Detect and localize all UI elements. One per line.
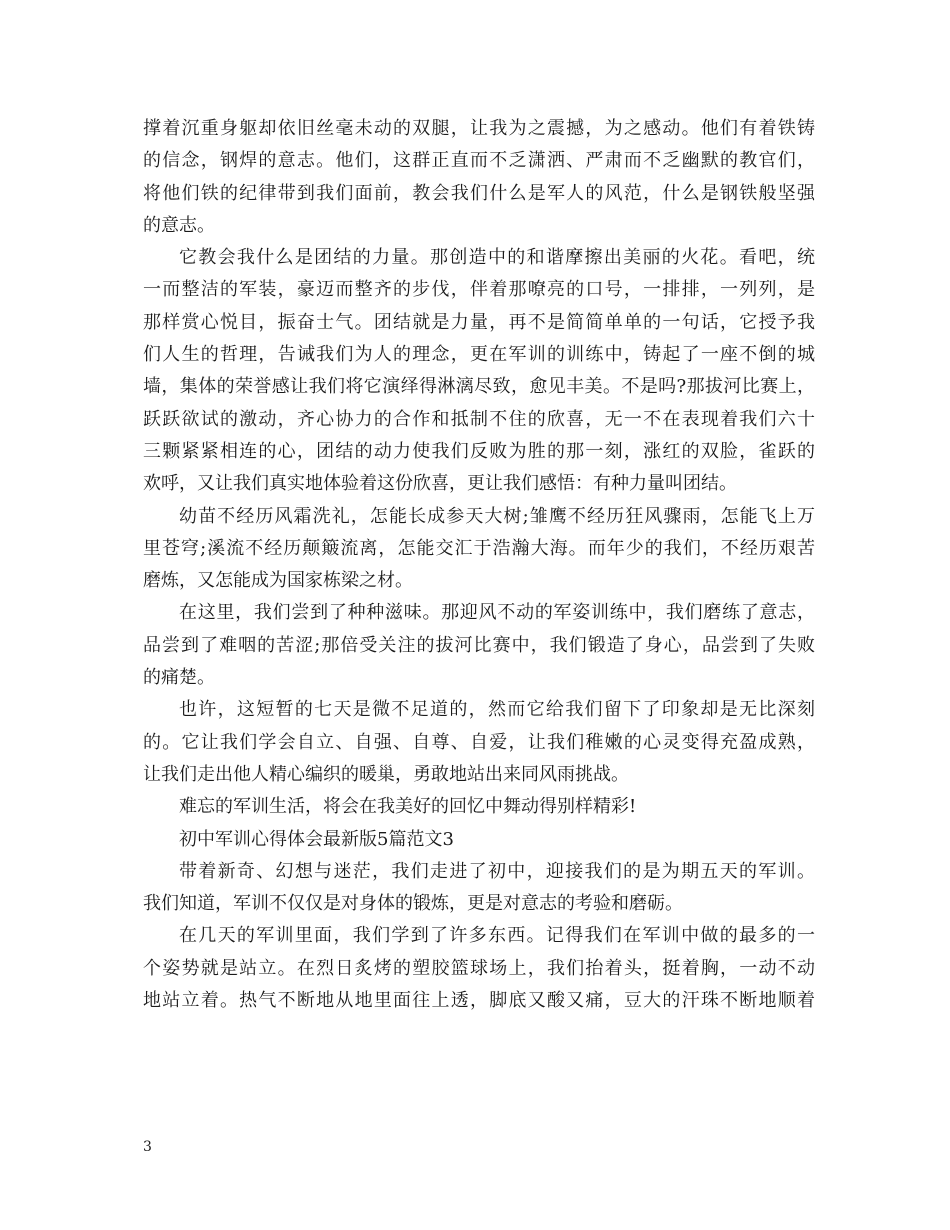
text-line: 跃跃欲试的激动，齐心协力的合作和抵制不住的欣喜，无一不在表现着我们六十 [143,408,815,430]
text-line: 们人生的哲理，告诫我们为人的理念，更在军训的训练中，铸起了一座不倒的城 [143,344,815,366]
text-line: 的意志。 [143,214,215,236]
text-line: 初中军训心得体会最新版5篇范文3 [179,828,454,850]
text-line: 将他们铁的纪律带到我们面前，教会我们什么是军人的风范，什么是钢铁般坚强 [143,182,815,204]
text-line: 欢呼，又让我们真实地体验着这份欣喜，更让我们感悟：有种力量叫团结。 [143,473,737,495]
document-body [143,113,815,1017]
text-line: 它教会我什么是团结的力量。那创造中的和谐摩擦出美丽的火花。看吧，统 [179,247,815,269]
text-line: 个姿势就是站立。在烈日炙烤的塑胶篮球场上，我们抬着头，挺着胸，一动不动 [143,957,815,979]
page-number: 3 [143,1139,152,1155]
text-line: 三颗紧紧相连的心，团结的动力使我们反败为胜的那一刻，涨红的双脸，雀跃的 [143,440,815,462]
text-line: 幼苗不经历风霜洗礼，怎能长成参天大树;雏鹰不经历狂风骤雨，怎能飞上万 [179,505,815,527]
text-line: 的信念，钢焊的意志。他们，这群正直而不乏潇洒、严肃而不乏幽默的教官们， [143,150,815,172]
text-line: 撑着沉重身躯却依旧丝毫未动的双腿，让我为之震撼，为之感动。他们有着铁铸 [143,118,815,139]
text-line: 在几天的军训里面，我们学到了许多东西。记得我们在军训中做的最多的一 [179,925,815,947]
text-line: 也许，这短暂的七天是微不足道的，然而它给我们留下了印象却是无比深刻 [179,699,815,721]
text-line: 那样赏心悦目，振奋士气。团结就是力量，再不是简简单单的一句话，它授予我 [143,311,815,333]
text-line: 难忘的军训生活，将会在我美好的回忆中舞动得别样精彩! [179,796,637,818]
text-line: 在这里，我们尝到了种种滋味。那迎风不动的军姿训练中，我们磨练了意志， [179,602,815,624]
text-line: 里苍穹;溪流不经历颠簸流离，怎能交汇于浩瀚大海。而年少的我们，不经历艰苦 [143,537,815,559]
text-line: 品尝到了难咽的苦涩;那倍受关注的拔河比赛中，我们锻造了身心，品尝到了失败 [143,634,815,656]
text-line: 让我们走出他人精心编织的暖巢，勇敢地站出来同风雨挑战。 [143,763,629,785]
text-line: 磨炼，又怎能成为国家栋梁之材。 [143,570,413,592]
text-line: 的痛楚。 [143,667,215,689]
text-line: 墙，集体的荣誉感让我们将它演绎得淋漓尽致，愈见丰美。不是吗?那拔河比赛上， [143,376,815,398]
text-line: 带着新奇、幻想与迷茫，我们走进了初中，迎接我们的是为期五天的军训。 [179,860,815,882]
text-line: 一而整洁的军装，豪迈而整齐的步伐，伴着那嘹亮的口号，一排排，一列列，是 [143,279,815,301]
text-line: 地站立着。热气不断地从地里面往上透，脚底又酸又痛，豆大的汗珠不断地顺着 [143,990,815,1012]
text-line: 的。它让我们学会自立、自强、自尊、自爱，让我们稚嫩的心灵变得充盈成熟， [143,731,815,753]
text-line: 我们知道，军训不仅仅是对身体的锻炼，更是对意志的考验和磨砺。 [143,893,683,915]
